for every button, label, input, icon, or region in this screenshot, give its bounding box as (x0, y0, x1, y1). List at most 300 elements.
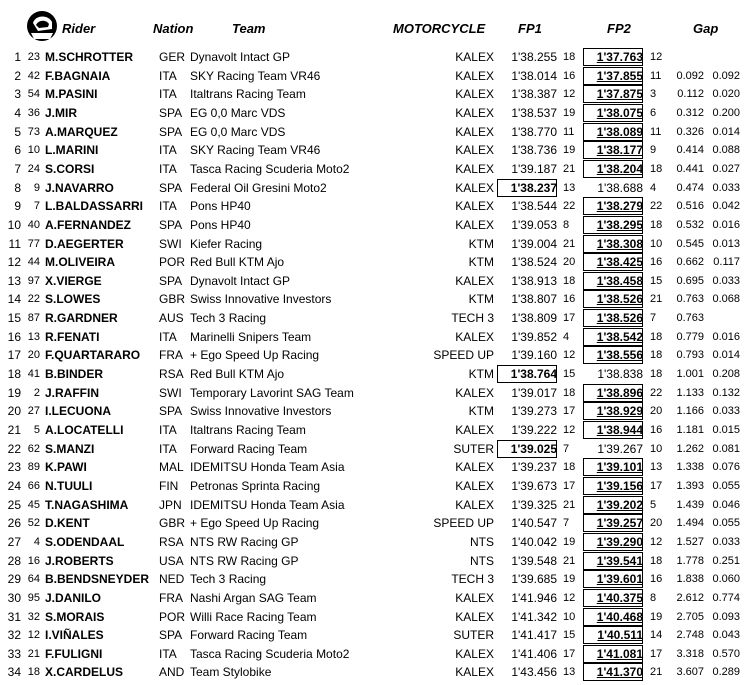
cell-nation: USA (159, 553, 184, 568)
table-row (0, 48, 745, 66)
cell-gap1: 1.133 (676, 386, 704, 399)
cell-rider: N.TUULI (45, 478, 93, 493)
cell-rider: T.NAGASHIMA (45, 497, 129, 512)
cell-num: 23 (27, 51, 40, 63)
cell-nation: ITA (159, 646, 177, 661)
cell-gap1: 2.705 (676, 610, 704, 623)
cell-lap1: 16 (563, 69, 576, 82)
cell-num: 77 (27, 237, 40, 250)
cell-team: Swiss Innovative Investors (190, 404, 332, 419)
cell-moto: KALEX (455, 497, 494, 512)
cell-rider: B.BENDSNEYDER (45, 572, 150, 587)
cell-team: + Ego Speed Up Racing (190, 516, 320, 531)
cell-team: + Ego Speed Up Racing (190, 348, 320, 363)
cell-gap2: 0.027 (712, 162, 740, 175)
cell-rider: X.VIERGE (45, 273, 102, 288)
cell-rider: J.MIR (45, 105, 78, 120)
cell-lap1: 21 (563, 554, 576, 567)
cell-lap1: 19 (563, 144, 576, 157)
cell-fp2: 1'41.370 (583, 663, 643, 681)
cell-gap2: 0.208 (712, 368, 740, 381)
cell-pos: 28 (7, 553, 21, 568)
table-row (0, 85, 745, 103)
cell-team: Marinelli Snipers Team (190, 329, 312, 344)
cell-nation: SPA (159, 404, 183, 419)
cell-num: 21 (27, 647, 40, 660)
cell-rider: D.AEGERTER (45, 236, 124, 251)
cell-lap2: 12 (650, 51, 663, 63)
cell-rider: M.SCHROTTER (45, 50, 133, 64)
table-row (0, 645, 745, 663)
table-row (0, 496, 745, 514)
cell-fp1: 1'39.325 (511, 497, 557, 512)
cell-fp1: 1'39.222 (511, 423, 557, 437)
cell-num: 10 (27, 144, 40, 157)
cell-team: Forward Racing Team (190, 628, 308, 643)
cell-gap2: 0.042 (712, 200, 740, 213)
header-fp2: FP2 (607, 21, 631, 36)
cell-pos: 3 (14, 87, 21, 102)
cell-gap1: 0.112 (677, 88, 704, 101)
cell-fp1: 1'38.764 (497, 365, 557, 383)
cell-gap2: 0.033 (712, 405, 740, 418)
cell-nation: ITA (159, 87, 177, 102)
cell-gap1: 3.318 (676, 647, 704, 660)
table-row (0, 365, 745, 383)
cell-lap2: 18 (650, 554, 663, 567)
cell-rider: R.FENATI (45, 329, 100, 344)
cell-moto: KALEX (455, 124, 494, 139)
cell-team: NTS RW Racing GP (190, 553, 299, 568)
cell-num: 66 (27, 479, 40, 492)
cell-num: 54 (27, 88, 40, 101)
cell-moto: SUTER (453, 628, 494, 643)
cell-moto: KALEX (455, 87, 494, 102)
cell-num: 41 (27, 368, 40, 381)
cell-rider: J.ROBERTS (45, 553, 114, 568)
cell-nation: ITA (159, 441, 177, 456)
cell-lap1: 19 (563, 573, 576, 586)
cell-lap1: 21 (563, 498, 576, 511)
cell-lap1: 8 (563, 218, 570, 231)
cell-num: 22 (27, 293, 40, 306)
cell-fp1: 1'39.187 (511, 161, 557, 176)
cell-rider: R.GARDNER (45, 311, 118, 326)
cell-lap1: 11 (563, 125, 575, 138)
table-row (0, 402, 745, 420)
cell-pos: 16 (7, 329, 21, 344)
cell-team: Tech 3 Racing (190, 311, 267, 326)
cell-moto: TECH 3 (451, 311, 494, 326)
cell-moto: KTM (468, 255, 494, 270)
cell-moto: TECH 3 (451, 572, 494, 587)
cell-num: 52 (27, 517, 40, 530)
cell-gap2: 0.251 (712, 554, 740, 567)
cell-fp1: 1'38.913 (511, 273, 557, 288)
cell-lap2: 21 (650, 293, 663, 306)
cell-lap2: 14 (650, 629, 663, 642)
cell-lap1: 7 (563, 517, 570, 530)
cell-lap1: 19 (563, 535, 576, 548)
cell-fp1: 1'39.273 (511, 404, 557, 419)
cell-gap2: 0.068 (712, 293, 740, 306)
cell-num: 24 (27, 162, 40, 175)
cell-gap2: 0.055 (712, 479, 740, 492)
cell-gap1: 3.607 (676, 666, 704, 679)
cell-gap1: 0.532 (676, 218, 704, 231)
table-row (0, 477, 745, 495)
cell-fp1: 1'39.160 (511, 348, 557, 363)
cell-lap2: 11 (650, 125, 662, 138)
cell-moto: KALEX (455, 217, 494, 232)
cell-num: 36 (27, 106, 40, 119)
cell-fp2: 1'38.308 (583, 235, 643, 253)
cell-gap2: 0.033 (712, 181, 740, 194)
cell-gap1: 0.474 (676, 181, 704, 194)
cell-nation: ITA (159, 143, 177, 158)
cell-fp2: 1'38.542 (583, 328, 643, 346)
cell-num: 2 (33, 386, 40, 399)
cell-num: 87 (27, 312, 40, 325)
cell-lap2: 10 (650, 237, 663, 250)
cell-lap1: 13 (563, 666, 576, 679)
cell-lap2: 17 (650, 647, 663, 660)
cell-team: Tech 3 Racing (190, 572, 267, 587)
cell-team: Tasca Racing Scuderia Moto2 (190, 161, 350, 176)
cell-fp2: 1'38.295 (583, 216, 643, 234)
cell-pos: 33 (7, 646, 21, 661)
table-row (0, 104, 745, 122)
cell-lap1: 21 (563, 237, 576, 250)
cell-num: 89 (27, 461, 40, 474)
cell-lap2: 18 (650, 162, 663, 175)
cell-lap2: 18 (650, 349, 663, 362)
cell-moto: SPEED UP (433, 516, 494, 531)
cell-gap2: 0.060 (712, 573, 740, 586)
cell-gap1: 1.166 (676, 405, 704, 418)
cell-nation: ITA (159, 329, 177, 344)
cell-team: Pons HP40 (190, 199, 251, 214)
cell-lap2: 3 (650, 88, 657, 101)
cell-team: SKY Racing Team VR46 (190, 68, 321, 83)
cell-rider: X.CARDELUS (45, 665, 124, 680)
table-row (0, 123, 745, 141)
cell-lap1: 17 (563, 479, 576, 492)
cell-pos: 34 (7, 665, 21, 680)
table-row (0, 67, 745, 85)
cell-gap1: 1.494 (676, 517, 704, 530)
cell-fp2: 1'38.944 (583, 421, 643, 439)
cell-moto: SUTER (453, 441, 494, 456)
cell-lap2: 20 (650, 405, 663, 418)
table-row (0, 328, 745, 346)
cell-nation: SPA (159, 628, 183, 643)
cell-fp1: 1'38.524 (511, 255, 557, 270)
cell-gap2: 0.015 (712, 424, 740, 436)
cell-num: 64 (27, 573, 40, 586)
cell-pos: 10 (7, 217, 21, 232)
cell-gap2: 0.020 (712, 88, 740, 101)
cell-rider: F.FULIGNI (45, 646, 103, 661)
cell-rider: S.ODENDAAL (45, 534, 125, 549)
cell-gap2: 0.046 (712, 498, 740, 511)
cell-lap2: 7 (650, 312, 657, 325)
cell-fp1: 1'39.004 (511, 236, 557, 251)
table-row (0, 216, 745, 234)
header-team: Team (232, 21, 266, 36)
cell-fp2: 1'39.601 (583, 570, 643, 588)
cell-gap2: 0.043 (712, 629, 740, 642)
cell-fp1: 1'38.237 (497, 179, 557, 197)
cell-gap1: 0.092 (676, 69, 704, 82)
cell-pos: 29 (7, 572, 21, 587)
table-row (0, 589, 745, 607)
cell-gap2: 0.289 (712, 666, 740, 679)
cell-lap2: 5 (650, 498, 657, 511)
cell-moto: SPEED UP (433, 348, 494, 363)
cell-team: Italtrans Racing Team (190, 87, 306, 102)
cell-gap2: 0.081 (712, 442, 740, 455)
cell-pos: 18 (7, 367, 21, 382)
cell-fp2: 1'40.511 (583, 626, 643, 644)
cell-lap1: 18 (563, 274, 576, 287)
table-header (0, 0, 745, 44)
cell-moto: KALEX (455, 478, 494, 493)
cell-gap1: 1.338 (676, 461, 704, 474)
cell-nation: RSA (159, 367, 184, 382)
cell-fp1: 1'41.342 (511, 609, 557, 624)
cell-pos: 30 (7, 590, 21, 605)
cell-pos: 24 (7, 478, 21, 493)
cell-fp1: 1'39.673 (511, 478, 557, 493)
cell-lap2: 16 (650, 424, 663, 436)
cell-nation: ITA (159, 423, 177, 437)
cell-num: 40 (27, 218, 40, 231)
cell-nation: GBR (159, 292, 186, 307)
cell-fp2: 1'38.458 (583, 272, 643, 290)
table-row (0, 160, 745, 178)
cell-fp2: 1'39.290 (583, 533, 643, 551)
cell-team: Italtrans Racing Team (190, 423, 306, 437)
cell-gap1: 0.441 (676, 162, 704, 175)
cell-rider: M.OLIVEIRA (45, 255, 116, 270)
cell-moto: KALEX (455, 105, 494, 120)
cell-pos: 6 (14, 143, 21, 158)
cell-fp2: 1'38.075 (583, 104, 643, 122)
cell-gap1: 0.326 (676, 125, 704, 138)
cell-team: Tasca Racing Scuderia Moto2 (190, 646, 350, 661)
cell-fp2: 1'37.763 (583, 48, 643, 66)
table-row (0, 514, 745, 532)
cell-gap2: 0.088 (712, 144, 740, 157)
cell-rider: J.RAFFIN (45, 385, 99, 400)
cell-fp1: 1'40.547 (511, 516, 557, 531)
cell-gap1: 1.778 (676, 554, 704, 567)
cell-pos: 1 (14, 50, 21, 64)
cell-rider: A.FERNANDEZ (45, 217, 131, 232)
cell-nation: ITA (159, 68, 177, 83)
cell-fp1: 1'38.770 (511, 124, 557, 139)
cell-nation: AUS (159, 311, 184, 326)
cell-moto: KALEX (455, 665, 494, 680)
cell-lap1: 12 (563, 349, 576, 362)
header-nation: Nation (153, 21, 194, 36)
cell-pos: 8 (14, 180, 21, 195)
cell-fp2: 1'39.101 (583, 458, 643, 476)
cell-nation: GBR (159, 516, 186, 531)
table-row (0, 626, 745, 644)
cell-rider: A.MARQUEZ (45, 124, 118, 139)
cell-num: 73 (27, 125, 40, 138)
cell-fp1: 1'38.807 (511, 292, 557, 307)
cell-pos: 13 (7, 273, 21, 288)
cell-rider: A.LOCATELLI (45, 423, 124, 437)
cell-lap2: 16 (650, 573, 663, 586)
cell-gap2: 0.092 (712, 69, 740, 82)
cell-rider: I.LECUONA (45, 404, 111, 419)
cell-moto: KALEX (455, 609, 494, 624)
cell-lap2: 4 (650, 181, 657, 194)
header-fp1: FP1 (518, 21, 542, 36)
cell-team: Petronas Sprinta Racing (190, 478, 321, 493)
cell-lap1: 12 (563, 88, 576, 101)
cell-lap2: 8 (650, 591, 657, 604)
cell-fp1: 1'38.255 (511, 50, 557, 64)
cell-nation: SPA (159, 180, 183, 195)
header-motorcycle: MOTORCYCLE (393, 21, 486, 36)
cell-lap2: 10 (650, 442, 663, 455)
table-row (0, 235, 745, 253)
cell-team: EG 0,0 Marc VDS (190, 124, 286, 139)
cell-gap1: 0.312 (676, 106, 704, 119)
cell-lap2: 21 (650, 666, 663, 679)
cell-lap1: 18 (563, 51, 576, 63)
cell-moto: KTM (468, 236, 494, 251)
cell-fp2: 1'38.929 (583, 402, 643, 420)
cell-moto: KALEX (455, 143, 494, 158)
cell-fp1: 1'39.025 (497, 440, 557, 458)
cell-fp1: 1'38.809 (511, 311, 557, 326)
cell-pos: 26 (7, 516, 21, 531)
cell-lap1: 21 (563, 162, 576, 175)
table-row (0, 272, 745, 290)
cell-fp2: 1'38.177 (583, 141, 643, 159)
cell-gap2: 0.033 (712, 274, 740, 287)
table-row (0, 179, 745, 197)
cell-fp2: 1'40.375 (583, 589, 643, 607)
cell-rider: S.MORAIS (45, 609, 105, 624)
cell-pos: 9 (14, 199, 21, 214)
cell-nation: SPA (159, 273, 183, 288)
cell-gap2: 0.033 (712, 535, 740, 548)
cell-gap1: 0.763 (676, 293, 704, 306)
cell-num: 32 (27, 610, 40, 623)
cell-fp2: 1'38.526 (583, 290, 643, 308)
cell-fp1: 1'39.017 (511, 385, 557, 400)
cell-gap1: 0.779 (676, 330, 704, 343)
cell-rider: F.BAGNAIA (45, 68, 111, 83)
cell-fp1: 1'43.456 (511, 665, 557, 680)
cell-pos: 21 (7, 423, 21, 437)
cell-team: Federal Oil Gresini Moto2 (190, 180, 327, 195)
header-rider: Rider (62, 21, 96, 36)
cell-gap1: 0.414 (676, 144, 704, 157)
cell-lap2: 13 (650, 461, 663, 474)
cell-moto: KALEX (455, 385, 494, 400)
cell-fp1: 1'39.685 (511, 572, 557, 587)
cell-num: 13 (27, 330, 40, 343)
cell-num: 27 (27, 405, 40, 418)
cell-fp1: 1'38.537 (511, 105, 557, 120)
cell-pos: 20 (7, 404, 21, 419)
cell-gap2: 0.132 (712, 386, 740, 399)
cell-lap2: 18 (650, 218, 663, 231)
cell-gap2: 0.055 (712, 517, 740, 530)
cell-team: Temporary Lavorint SAG Team (190, 385, 354, 400)
cell-gap2: 0.570 (712, 647, 740, 660)
cell-num: 18 (27, 666, 40, 679)
cell-nation: NED (159, 572, 185, 587)
cell-fp1: 1'39.237 (511, 460, 557, 475)
cell-gap1: 2.748 (676, 629, 704, 642)
cell-fp2: 1'37.875 (583, 85, 643, 103)
cell-team: Pons HP40 (190, 217, 251, 232)
cell-pos: 19 (7, 385, 21, 400)
cell-nation: SWI (159, 236, 182, 251)
cell-lap1: 12 (563, 591, 576, 604)
table-row (0, 346, 745, 364)
cell-lap2: 12 (650, 535, 663, 548)
cell-team: IDEMITSU Honda Team Asia (190, 460, 345, 475)
cell-pos: 12 (7, 255, 21, 270)
cell-rider: S.LOWES (45, 292, 101, 307)
cell-nation: RSA (159, 534, 184, 549)
table-row (0, 421, 745, 439)
table-row (0, 533, 745, 551)
cell-gap1: 0.545 (676, 237, 704, 250)
cell-gap1: 0.662 (676, 256, 704, 269)
cell-gap1: 0.516 (676, 200, 704, 213)
cell-moto: KTM (468, 367, 494, 382)
cell-gap1: 0.793 (676, 349, 704, 362)
cell-fp2: 1'38.896 (583, 384, 643, 402)
cell-num: 45 (27, 498, 40, 511)
cell-team: NTS RW Racing GP (190, 534, 299, 549)
cell-fp2: 1'38.688 (597, 180, 643, 195)
cell-fp1: 1'38.736 (511, 143, 557, 158)
cell-lap2: 15 (650, 274, 663, 287)
cell-moto: NTS (470, 534, 494, 549)
cell-num: 44 (27, 256, 40, 269)
cell-lap1: 19 (563, 106, 576, 119)
cell-pos: 2 (14, 68, 21, 83)
cell-team: Red Bull KTM Ajo (190, 367, 285, 382)
cell-moto: KALEX (455, 329, 494, 344)
cell-pos: 11 (8, 236, 21, 251)
cell-moto: KALEX (455, 68, 494, 83)
cell-moto: KALEX (455, 199, 494, 214)
cell-team: SKY Racing Team VR46 (190, 143, 321, 158)
cell-fp1: 1'41.406 (511, 646, 557, 661)
cell-nation: FRA (159, 348, 183, 363)
cell-pos: 7 (14, 161, 21, 176)
cell-fp2: 1'39.202 (583, 496, 643, 514)
cell-lap1: 22 (563, 200, 576, 213)
cell-num: 7 (33, 200, 40, 213)
cell-lap1: 17 (563, 405, 576, 418)
cell-fp1: 1'39.053 (511, 217, 557, 232)
table-row (0, 309, 745, 327)
